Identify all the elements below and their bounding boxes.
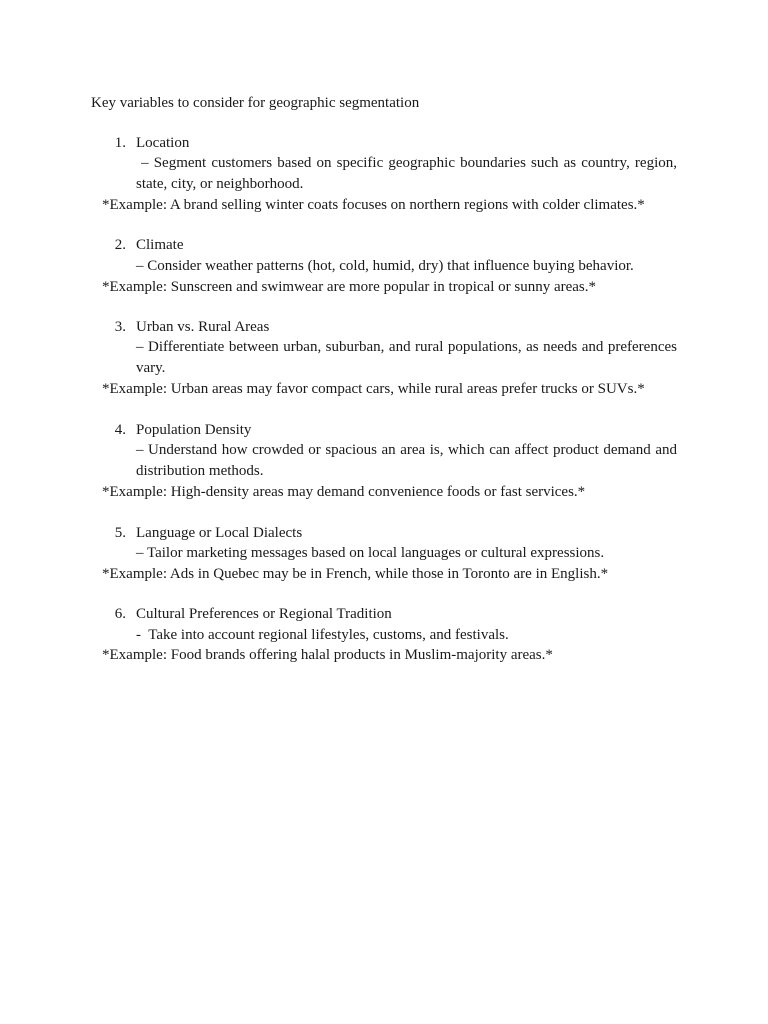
item-number: 1. <box>114 135 126 151</box>
item-number: 5. <box>114 525 126 541</box>
item-title: Language or Local Dialects <box>136 525 303 541</box>
item-example: *Example: High-density areas may demand convenience foods or fast services.* <box>102 484 586 500</box>
item-title: Cultural Preferences or Regional Tradition <box>136 606 392 622</box>
item-description: – Tailor marketing messages based on local languages or cultural expressions. <box>136 545 605 561</box>
item-example: *Example: Urban areas may favor compact cars, while rural areas prefer trucks or SUVs.* <box>102 381 645 397</box>
item-number: 4. <box>114 422 126 438</box>
item-number: 6. <box>114 606 126 622</box>
item-description: – Differentiate between urban, suburban, and rural populations, as needs and preferences vary. <box>136 339 677 376</box>
item-example: *Example: Ads in Quebec may be in French, while those in Toronto are in English.* <box>102 566 609 582</box>
item-description: – Understand how crowded or spacious an area is, which can affect product demand and distribution methods. <box>136 442 677 479</box>
item-description: - Take into account regional lifestyles, customs, and festivals. <box>136 627 509 643</box>
item-title: Population Density <box>136 422 252 438</box>
item-number: 2. <box>114 237 126 253</box>
item-example: *Example: A brand selling winter coats focuses on northern regions with colder climates.* <box>102 197 645 213</box>
item-number: 3. <box>114 319 126 335</box>
item-title: Location <box>136 135 190 151</box>
item-title: Urban vs. Rural Areas <box>136 319 270 335</box>
item-example: *Example: Sunscreen and swimwear are more popular in tropical or sunny areas.* <box>102 279 597 295</box>
item-title: Climate <box>136 237 184 253</box>
item-example: *Example: Food brands offering halal products in Muslim-majority areas.* <box>102 647 553 663</box>
item-description: – Segment customers based on specific geographic boundaries such as country, region, state, city, or neighborhood. <box>136 155 677 192</box>
item-description: – Consider weather patterns (hot, cold, humid, dry) that influence buying behavior. <box>136 258 634 274</box>
document-heading: Key variables to consider for geographic segmentation <box>91 95 420 111</box>
